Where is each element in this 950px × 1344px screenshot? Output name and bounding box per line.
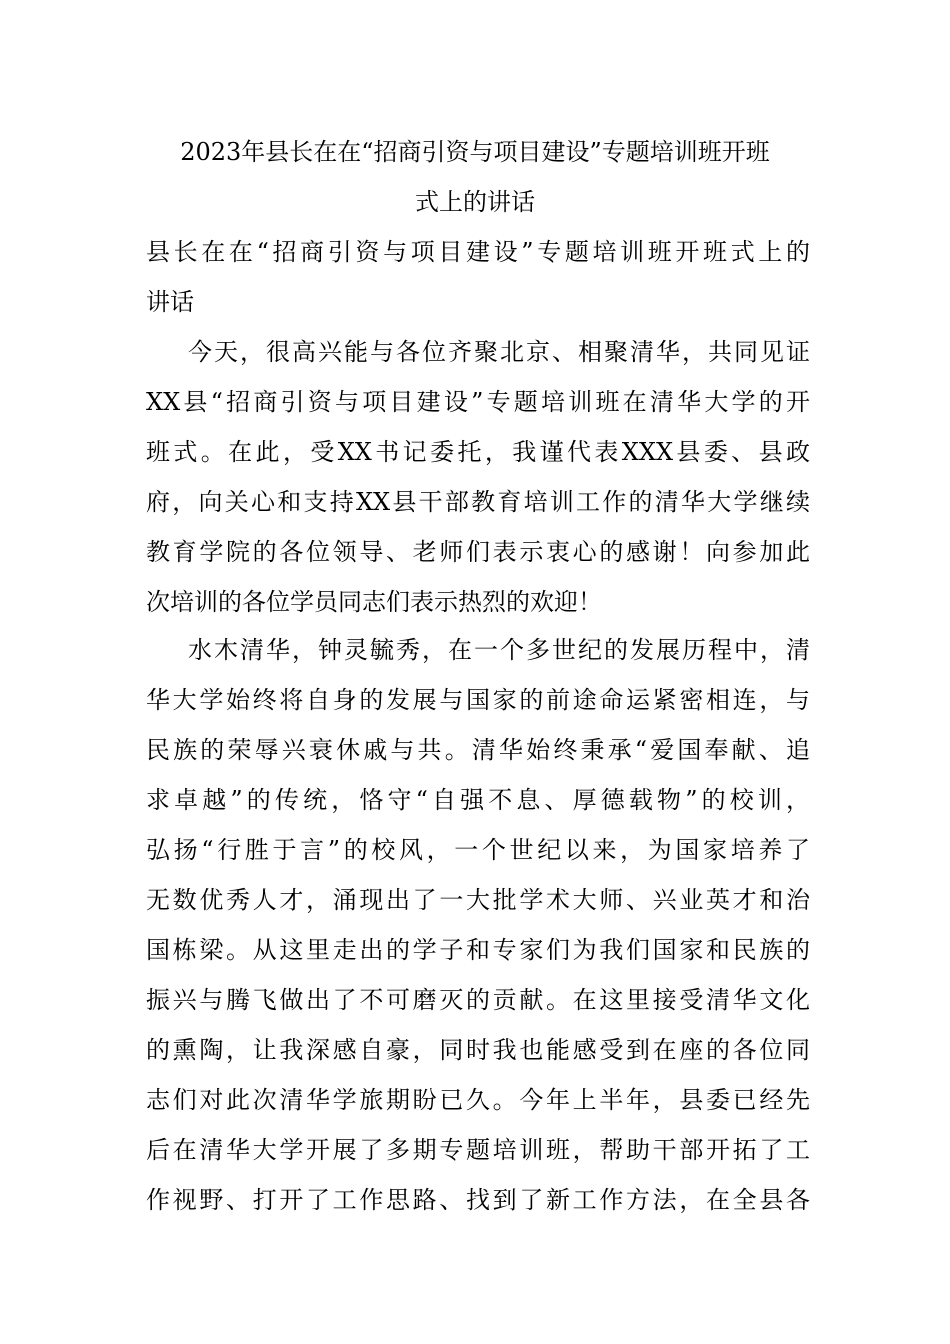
subtitle-line-1: 县长在在“招商引资与项目建设”专题培训班开班式上的: [146, 238, 810, 266]
paragraph2-line-1: 水木清华，钟灵毓秀，在一个多世纪的发展历程中，清: [188, 636, 810, 664]
paragraph2-line-3: 民族的荣辱兴衰休戚与共。清华始终秉承“爱国奉献、追: [146, 736, 810, 764]
paragraph1-line-5: 教育学院的各位领导、老师们表示衷心的感谢！向参加此: [146, 538, 810, 566]
paragraph2-line-5: 弘扬“行胜于言”的校风，一个世纪以来，为国家培养了: [146, 836, 810, 864]
paragraph2-line-12: 作视野、打开了工作思路、找到了新工作方法，在全县各: [146, 1186, 810, 1214]
paragraph2-line-10: 志们对此次清华学旅期盼已久。今年上半年，县委已经先: [146, 1086, 810, 1114]
paragraph1-line-6: 次培训的各位学员同志们表示热烈的欢迎！: [146, 588, 602, 616]
paragraph2-line-9: 的熏陶，让我深感自豪，同时我也能感受到在座的各位同: [146, 1036, 810, 1064]
paragraph2-line-6: 无数优秀人才，涌现出了一大批学术大师、兴业英才和治: [146, 886, 810, 914]
document-title-line-2: 式上的讲话: [415, 188, 535, 216]
document-title-line-1: 2023年县长在在“招商引资与项目建设”专题培训班开班: [180, 138, 770, 166]
paragraph2-line-8: 振兴与腾飞做出了不可磨灭的贡献。在这里接受清华文化: [146, 986, 810, 1014]
subtitle-line-2: 讲话: [146, 288, 194, 316]
paragraph2-line-7: 国栋梁。从这里走出的学子和专家们为我们国家和民族的: [146, 936, 810, 964]
paragraph1-line-4: 府，向关心和支持XX县干部教育培训工作的清华大学继续: [146, 488, 810, 516]
paragraph1-line-3: 班式。在此，受XX书记委托，我谨代表XXX县委、县政: [146, 438, 810, 466]
paragraph2-line-11: 后在清华大学开展了多期专题培训班，帮助干部开拓了工: [146, 1136, 810, 1164]
paragraph2-line-4: 求卓越”的传统，恪守“自强不息、厚德载物”的校训，: [146, 786, 810, 814]
paragraph1-line-1: 今天，很高兴能与各位齐聚北京、相聚清华，共同见证: [188, 338, 810, 366]
paragraph2-line-2: 华大学始终将自身的发展与国家的前途命运紧密相连，与: [146, 686, 810, 714]
paragraph1-line-2: XX县“招商引资与项目建设”专题培训班在清华大学的开: [146, 388, 810, 416]
